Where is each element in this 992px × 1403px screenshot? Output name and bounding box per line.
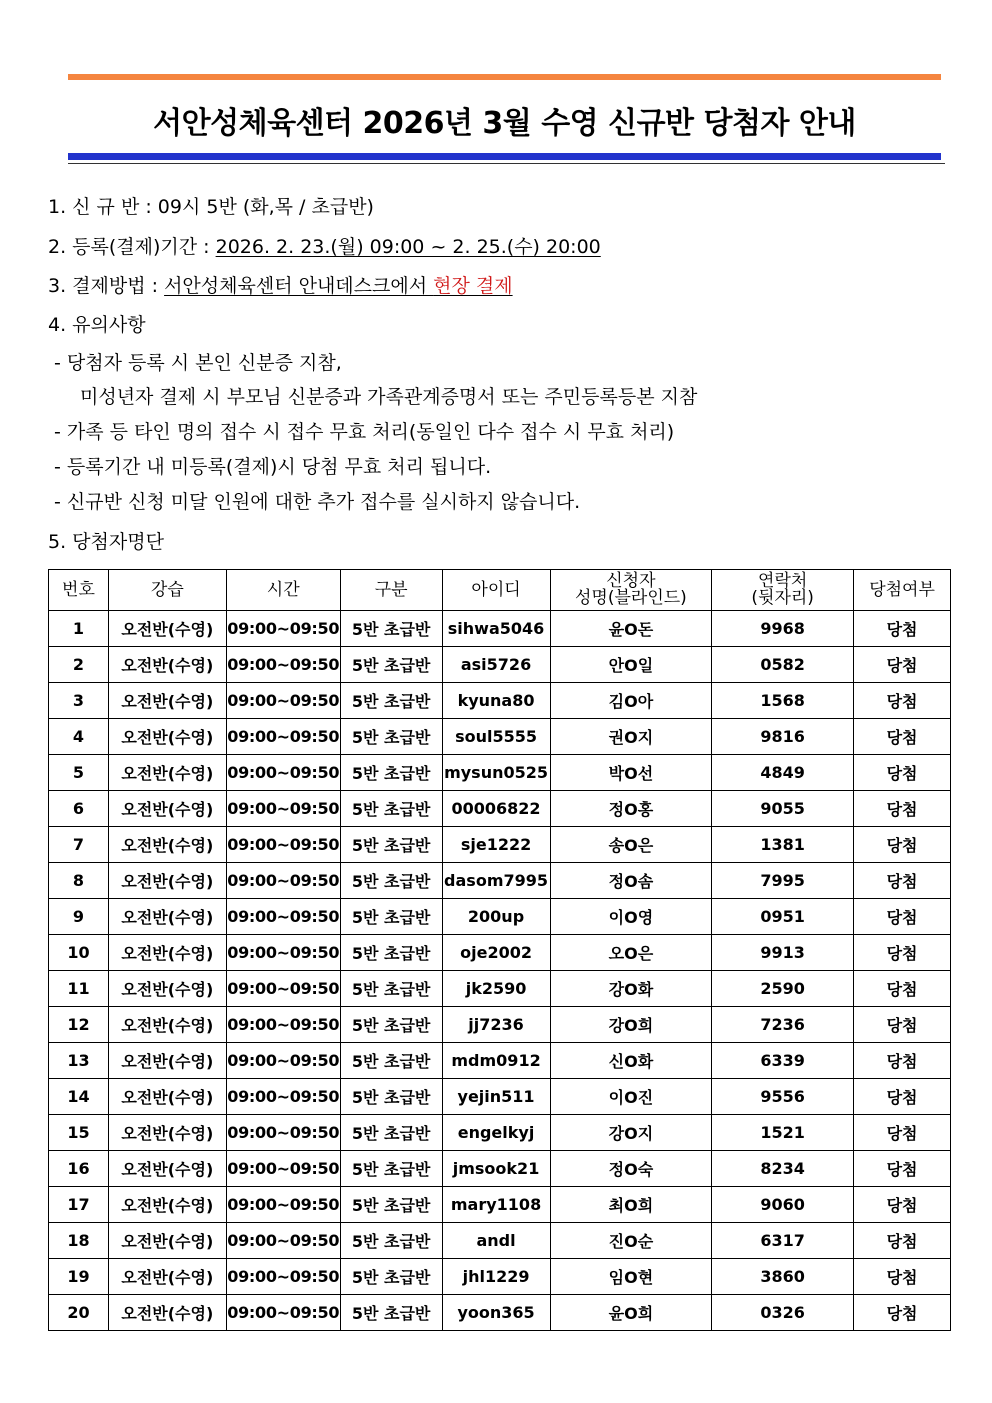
cell-no: 8 — [49, 863, 109, 899]
table-row — [49, 935, 951, 971]
table-row — [49, 1043, 951, 1079]
cell-phone: 9968 — [712, 611, 854, 647]
cell-id: sihwa5046 — [442, 611, 550, 647]
cell-course: 오전반(수영) — [108, 1223, 226, 1259]
cell-no: 9 — [49, 899, 109, 935]
cell-no: 18 — [49, 1223, 109, 1259]
header-id: 아이디 — [442, 570, 550, 611]
cell-time: 09:00~09:50 — [226, 899, 340, 935]
cell-id: 00006822 — [442, 791, 550, 827]
cell-category: 5반 초급반 — [340, 755, 442, 791]
cell-course: 오전반(수영) — [108, 863, 226, 899]
cell-time: 09:00~09:50 — [226, 1115, 340, 1151]
cell-no: 12 — [49, 1007, 109, 1043]
cell-category: 5반 초급반 — [340, 1079, 442, 1115]
cell-phone: 8234 — [712, 1151, 854, 1187]
cell-id: yoon365 — [442, 1295, 550, 1331]
cell-course: 오전반(수영) — [108, 1259, 226, 1295]
cell-no: 17 — [49, 1187, 109, 1223]
cell-course: 오전반(수영) — [108, 1043, 226, 1079]
header-no: 번호 — [49, 570, 109, 611]
registration-period-value: 2026. 2. 23.(월) 09:00 ~ 2. 25.(수) 20:00 — [215, 236, 601, 258]
header-course: 강습 — [108, 570, 226, 611]
cell-name: 박O선 — [550, 755, 712, 791]
cell-name: 이O진 — [550, 1079, 712, 1115]
header-name-line2: 성명(블라인드) — [575, 588, 687, 608]
cell-result: 당첨 — [854, 1295, 951, 1331]
cell-phone: 9556 — [712, 1079, 854, 1115]
cell-id: dasom7995 — [442, 863, 550, 899]
cell-name: 정O홍 — [550, 791, 712, 827]
title-blue-rule — [68, 153, 941, 160]
cell-course: 오전반(수영) — [108, 791, 226, 827]
cell-id: jk2590 — [442, 971, 550, 1007]
cell-result: 당첨 — [854, 755, 951, 791]
cell-result: 당첨 — [854, 647, 951, 683]
cell-result: 당첨 — [854, 1259, 951, 1295]
payment-place: 서안성체육센터 안내데스크에서 — [164, 275, 434, 297]
cell-name: 윤O돈 — [550, 611, 712, 647]
table-row — [49, 1115, 951, 1151]
cell-category: 5반 초급반 — [340, 1043, 442, 1079]
cell-time: 09:00~09:50 — [226, 611, 340, 647]
cell-phone: 7995 — [712, 863, 854, 899]
table-row — [49, 719, 951, 755]
cell-time: 09:00~09:50 — [226, 1223, 340, 1259]
cell-time: 09:00~09:50 — [226, 1187, 340, 1223]
cell-name: 임O현 — [550, 1259, 712, 1295]
cell-time: 09:00~09:50 — [226, 1151, 340, 1187]
cell-course: 오전반(수영) — [108, 1115, 226, 1151]
cell-category: 5반 초급반 — [340, 1223, 442, 1259]
cell-id: mary1108 — [442, 1187, 550, 1223]
table-header-row — [49, 570, 951, 611]
note-3: - 등록기간 내 미등록(결제)시 당첨 무효 처리 됩니다. — [48, 456, 492, 478]
cell-result: 당첨 — [854, 1115, 951, 1151]
cell-id: oje2002 — [442, 935, 550, 971]
cell-time: 09:00~09:50 — [226, 1079, 340, 1115]
table-row — [49, 1079, 951, 1115]
cell-no: 13 — [49, 1043, 109, 1079]
cell-course: 오전반(수영) — [108, 935, 226, 971]
cell-name: 정O솜 — [550, 863, 712, 899]
cell-time: 09:00~09:50 — [226, 755, 340, 791]
cell-category: 5반 초급반 — [340, 611, 442, 647]
header-phone-line2: (뒷자리) — [751, 588, 814, 608]
cell-category: 5반 초급반 — [340, 1007, 442, 1043]
note-4: - 신규반 신청 미달 인원에 대한 추가 접수를 실시하지 않습니다. — [48, 491, 581, 513]
payment-method-value — [164, 275, 513, 297]
cell-category: 5반 초급반 — [340, 1295, 442, 1331]
info-notes-heading: 4. 유의사항 — [48, 314, 146, 336]
table-row — [49, 971, 951, 1007]
cell-name: 신O화 — [550, 1043, 712, 1079]
payment-method-label: 3. 결제방법 : — [48, 275, 165, 297]
cell-no: 14 — [49, 1079, 109, 1115]
cell-phone: 6317 — [712, 1223, 854, 1259]
cell-no: 15 — [49, 1115, 109, 1151]
cell-no: 5 — [49, 755, 109, 791]
table-row — [49, 683, 951, 719]
cell-time: 09:00~09:50 — [226, 719, 340, 755]
cell-course: 오전반(수영) — [108, 755, 226, 791]
table-row — [49, 1223, 951, 1259]
cell-phone: 3860 — [712, 1259, 854, 1295]
cell-no: 4 — [49, 719, 109, 755]
cell-course: 오전반(수영) — [108, 827, 226, 863]
cell-id: andl — [442, 1223, 550, 1259]
cell-time: 09:00~09:50 — [226, 683, 340, 719]
cell-result: 당첨 — [854, 935, 951, 971]
cell-time: 09:00~09:50 — [226, 863, 340, 899]
cell-id: mdm0912 — [442, 1043, 550, 1079]
cell-course: 오전반(수영) — [108, 1079, 226, 1115]
cell-time: 09:00~09:50 — [226, 1043, 340, 1079]
info-payment-method — [48, 273, 513, 299]
cell-no: 3 — [49, 683, 109, 719]
cell-no: 2 — [49, 647, 109, 683]
cell-result: 당첨 — [854, 863, 951, 899]
cell-name: 윤O희 — [550, 1295, 712, 1331]
title-thin-rule — [68, 163, 945, 164]
table-row — [49, 1295, 951, 1331]
cell-category: 5반 초급반 — [340, 1151, 442, 1187]
cell-result: 당첨 — [854, 611, 951, 647]
table-row — [49, 1007, 951, 1043]
cell-category: 5반 초급반 — [340, 971, 442, 1007]
header-time: 시간 — [226, 570, 340, 611]
payment-onsite-highlight: 현장 결제 — [433, 275, 513, 297]
cell-phone: 0582 — [712, 647, 854, 683]
cell-category: 5반 초급반 — [340, 719, 442, 755]
cell-name: 김O아 — [550, 683, 712, 719]
cell-no: 11 — [49, 971, 109, 1007]
cell-name: 오O은 — [550, 935, 712, 971]
cell-name: 강O화 — [550, 971, 712, 1007]
cell-phone: 9913 — [712, 935, 854, 971]
header-name-line1: 신청자 — [606, 571, 656, 591]
cell-no: 1 — [49, 611, 109, 647]
cell-time: 09:00~09:50 — [226, 647, 340, 683]
cell-name: 이O영 — [550, 899, 712, 935]
cell-phone: 9816 — [712, 719, 854, 755]
cell-category: 5반 초급반 — [340, 1115, 442, 1151]
cell-time: 09:00~09:50 — [226, 791, 340, 827]
cell-course: 오전반(수영) — [108, 1187, 226, 1223]
cell-phone: 7236 — [712, 1007, 854, 1043]
cell-id: soul5555 — [442, 719, 550, 755]
cell-time: 09:00~09:50 — [226, 1259, 340, 1295]
table-row — [49, 791, 951, 827]
cell-id: 200up — [442, 899, 550, 935]
cell-result: 당첨 — [854, 1187, 951, 1223]
cell-time: 09:00~09:50 — [226, 1007, 340, 1043]
cell-phone: 9055 — [712, 791, 854, 827]
cell-category: 5반 초급반 — [340, 791, 442, 827]
cell-course: 오전반(수영) — [108, 611, 226, 647]
cell-time: 09:00~09:50 — [226, 935, 340, 971]
cell-phone: 6339 — [712, 1043, 854, 1079]
page-title: 서안성체육센터 2026년 3월 수영 신규반 당첨자 안내 — [153, 106, 856, 141]
cell-course: 오전반(수영) — [108, 1007, 226, 1043]
cell-result: 당첨 — [854, 971, 951, 1007]
cell-category: 5반 초급반 — [340, 863, 442, 899]
cell-id: engelkyj — [442, 1115, 550, 1151]
cell-category: 5반 초급반 — [340, 647, 442, 683]
cell-name: 진O순 — [550, 1223, 712, 1259]
cell-name: 권O지 — [550, 719, 712, 755]
winners-table — [48, 569, 951, 1331]
cell-phone: 1568 — [712, 683, 854, 719]
cell-result: 당첨 — [854, 899, 951, 935]
cell-phone: 2590 — [712, 971, 854, 1007]
cell-course: 오전반(수영) — [108, 899, 226, 935]
cell-result: 당첨 — [854, 827, 951, 863]
info-registration-period — [48, 234, 601, 260]
table-row — [49, 827, 951, 863]
cell-category: 5반 초급반 — [340, 827, 442, 863]
note-1b: 미성년자 결제 시 부모님 신분증과 가족관계증명서 또는 주민등록등본 지참 — [80, 386, 698, 408]
table-row — [49, 863, 951, 899]
cell-id: jj7236 — [442, 1007, 550, 1043]
table-row — [49, 1151, 951, 1187]
note-1a: - 당첨자 등록 시 본인 신분증 지참, — [48, 352, 342, 374]
winners-table-body — [49, 611, 951, 1331]
cell-id: asi5726 — [442, 647, 550, 683]
cell-result: 당첨 — [854, 1079, 951, 1115]
cell-no: 10 — [49, 935, 109, 971]
cell-category: 5반 초급반 — [340, 899, 442, 935]
cell-no: 20 — [49, 1295, 109, 1331]
cell-name: 안O일 — [550, 647, 712, 683]
cell-category: 5반 초급반 — [340, 683, 442, 719]
cell-category: 5반 초급반 — [340, 1187, 442, 1223]
winners-heading: 5. 당첨자명단 — [48, 531, 164, 553]
registration-period-label: 2. 등록(결제)기간 : — [48, 236, 216, 258]
cell-name: 정O숙 — [550, 1151, 712, 1187]
header-phone — [712, 570, 854, 611]
cell-phone: 1381 — [712, 827, 854, 863]
cell-phone: 1521 — [712, 1115, 854, 1151]
cell-name: 강O희 — [550, 1007, 712, 1043]
cell-result: 당첨 — [854, 1223, 951, 1259]
cell-result: 당첨 — [854, 719, 951, 755]
header-category: 구분 — [340, 570, 442, 611]
table-row — [49, 1187, 951, 1223]
top-orange-rule — [68, 74, 941, 80]
cell-id: jhl1229 — [442, 1259, 550, 1295]
cell-name: 송O은 — [550, 827, 712, 863]
cell-id: yejin511 — [442, 1079, 550, 1115]
cell-id: mysun0525 — [442, 755, 550, 791]
cell-id: kyuna80 — [442, 683, 550, 719]
cell-result: 당첨 — [854, 1043, 951, 1079]
cell-no: 16 — [49, 1151, 109, 1187]
cell-course: 오전반(수영) — [108, 1151, 226, 1187]
cell-course: 오전반(수영) — [108, 683, 226, 719]
cell-result: 당첨 — [854, 791, 951, 827]
table-row — [49, 647, 951, 683]
cell-result: 당첨 — [854, 1007, 951, 1043]
header-name — [550, 570, 712, 611]
cell-result: 당첨 — [854, 1151, 951, 1187]
cell-course: 오전반(수영) — [108, 647, 226, 683]
cell-name: 강O지 — [550, 1115, 712, 1151]
cell-id: jmsook21 — [442, 1151, 550, 1187]
cell-result: 당첨 — [854, 683, 951, 719]
cell-time: 09:00~09:50 — [226, 971, 340, 1007]
cell-category: 5반 초급반 — [340, 935, 442, 971]
cell-course: 오전반(수영) — [108, 719, 226, 755]
cell-no: 6 — [49, 791, 109, 827]
header-result: 당첨여부 — [854, 570, 951, 611]
info-course: 1. 신 규 반 : 09시 5반 (화,목 / 초급반) — [48, 196, 374, 218]
cell-category: 5반 초급반 — [340, 1259, 442, 1295]
cell-id: sje1222 — [442, 827, 550, 863]
header-phone-line1: 연락처 — [758, 571, 808, 591]
cell-phone: 9060 — [712, 1187, 854, 1223]
table-row — [49, 899, 951, 935]
cell-phone: 0951 — [712, 899, 854, 935]
cell-course: 오전반(수영) — [108, 971, 226, 1007]
table-row — [49, 611, 951, 647]
table-row — [49, 1259, 951, 1295]
cell-phone: 0326 — [712, 1295, 854, 1331]
cell-no: 7 — [49, 827, 109, 863]
cell-time: 09:00~09:50 — [226, 1295, 340, 1331]
cell-name: 최O희 — [550, 1187, 712, 1223]
cell-no: 19 — [49, 1259, 109, 1295]
cell-time: 09:00~09:50 — [226, 827, 340, 863]
note-2: - 가족 등 타인 명의 접수 시 접수 무효 처리(동일인 다수 접수 시 무효 처리) — [48, 421, 675, 443]
cell-course: 오전반(수영) — [108, 1295, 226, 1331]
cell-phone: 4849 — [712, 755, 854, 791]
table-row — [49, 755, 951, 791]
